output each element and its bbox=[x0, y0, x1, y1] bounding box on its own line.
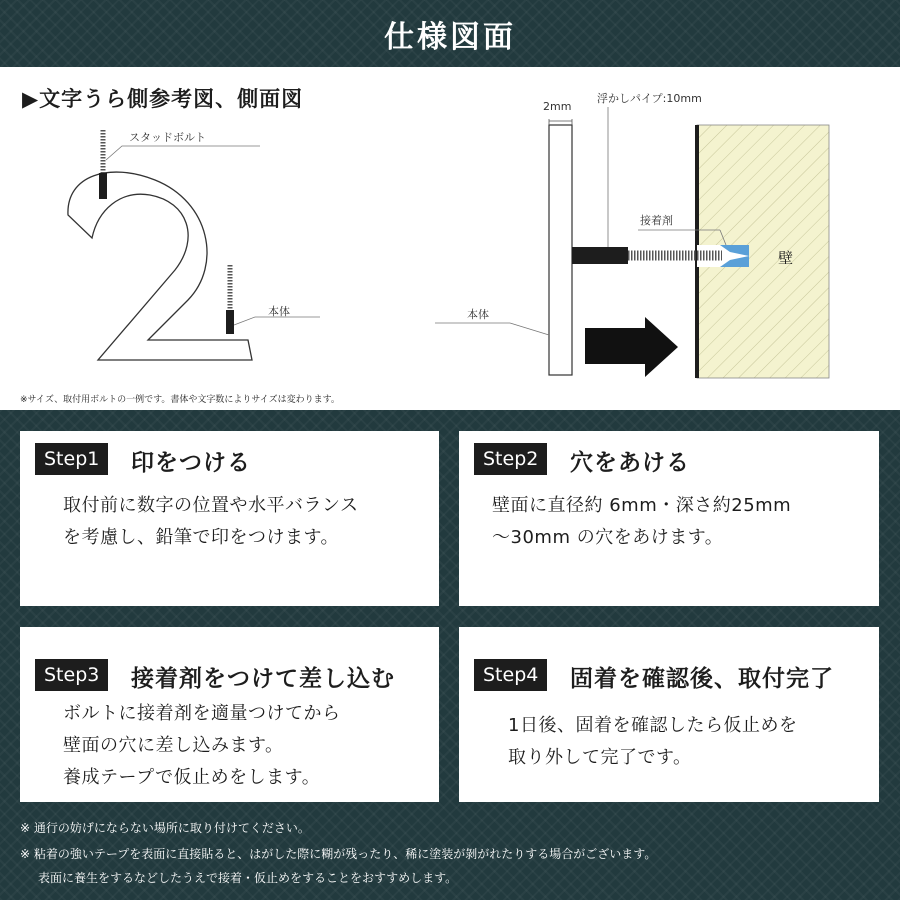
float-pipe-label: 浮かしパイプ:10mm bbox=[597, 92, 702, 105]
thickness-label: 2mm bbox=[543, 100, 572, 113]
body-label-left: 本体 bbox=[268, 305, 290, 318]
step-title-1: 印をつける bbox=[131, 450, 251, 476]
step-body-4 bbox=[508, 710, 797, 774]
step-line: ボルトに接着剤を適量つけてから bbox=[63, 703, 341, 724]
stud-bolt-leader bbox=[106, 146, 260, 160]
step-body-2 bbox=[492, 490, 791, 554]
step-line: 取り外して完了です。 bbox=[508, 747, 692, 768]
step-line: を考慮し、鉛筆で印をつけます。 bbox=[63, 527, 340, 548]
step-badge-1: Step1 bbox=[35, 443, 108, 475]
step-body-3 bbox=[63, 698, 341, 794]
drawing-note: ※サイズ、取付用ボルトの一例です。書体や文字数によりサイズは変わります。 bbox=[20, 395, 340, 405]
footer-note: ※ 通行の妨げにならない場所に取り付けてください。 bbox=[20, 821, 310, 835]
step-line: 〜30mm の穴をあけます。 bbox=[492, 527, 724, 548]
back-view-diagram bbox=[40, 120, 340, 370]
body-label-right: 本体 bbox=[467, 308, 489, 321]
body-leader-right-tip bbox=[510, 323, 549, 335]
step-title-2: 穴をあける bbox=[570, 450, 690, 476]
stud-bolt-bottom-pipe bbox=[226, 310, 234, 334]
step-line: 取付前に数字の位置や水平バランス bbox=[63, 495, 359, 516]
step-body-1 bbox=[63, 490, 358, 554]
adhesive-label: 接着剤 bbox=[640, 214, 673, 227]
step-badge-3: Step3 bbox=[35, 659, 108, 691]
install-direction-arrow bbox=[585, 317, 678, 377]
step-line: 壁面に直径約 6mm・深さ約25mm bbox=[492, 495, 792, 516]
footer-note: 表面に養生をするなどしたうえで接着・仮止めをすることをおすすめします。 bbox=[38, 871, 458, 885]
stud-bolt-top-pipe bbox=[99, 173, 107, 199]
float-pipe bbox=[572, 247, 628, 264]
step-line: 養成テープで仮止めをします。 bbox=[63, 767, 321, 788]
step-line: 壁面の穴に差し込みます。 bbox=[63, 735, 284, 756]
step-title-3: 接着剤をつけて差し込む bbox=[131, 666, 395, 692]
step-title-4: 固着を確認後、取付完了 bbox=[570, 666, 834, 692]
numeral-two-outline bbox=[68, 172, 252, 360]
step-badge-4: Step4 bbox=[474, 659, 547, 691]
step-line: 1日後、固着を確認したら仮止めを bbox=[508, 715, 798, 736]
footer-note: ※ 粘着の強いテープを表面に直接貼ると、はがした際に糊が残ったり、稀に塗装が剝がれたりする場合がございます。 bbox=[20, 847, 657, 861]
drawing-heading: ▶文字うら側参考図、側面図 bbox=[22, 87, 304, 111]
step-badge-2: Step2 bbox=[474, 443, 547, 475]
wall-label: 壁 bbox=[778, 249, 794, 267]
stud-bolt-label: スタッドボルト bbox=[129, 131, 206, 144]
side-view-diagram bbox=[430, 95, 880, 395]
page-title: 仕様図面 bbox=[384, 20, 516, 55]
body-plate bbox=[549, 125, 572, 375]
